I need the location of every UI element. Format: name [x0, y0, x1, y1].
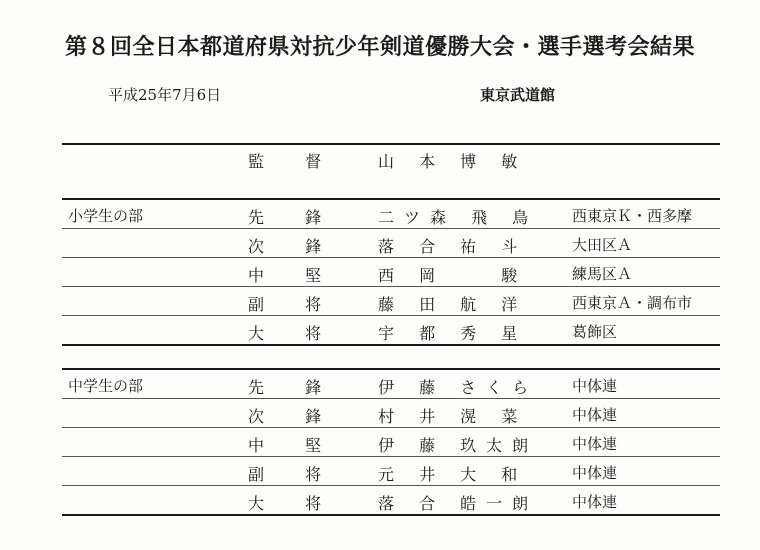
row-team: 中体連: [572, 377, 618, 395]
row-position: 中 堅: [248, 436, 340, 455]
section-label: 中学生の部: [68, 377, 144, 395]
row-divider: [62, 286, 720, 287]
coach-name: 山 本 博 敏: [378, 152, 528, 171]
top-rule: [62, 143, 720, 145]
row-name: 西 岡 駿: [378, 266, 528, 285]
event-venue: 東京武道館: [480, 86, 556, 104]
row-position: 先 鋒: [248, 208, 340, 227]
row-position: 副 将: [248, 465, 340, 484]
row-name: 元 井 大 和: [378, 465, 528, 484]
row-position: 大 将: [248, 324, 340, 343]
row-divider: [62, 257, 720, 258]
row-team: 葛飾区: [572, 323, 618, 341]
row-name: 二ツ森 飛 鳥: [378, 208, 539, 227]
row-team: 練馬区Ａ: [572, 265, 633, 283]
table-row: [0, 201, 760, 231]
row-divider: [62, 398, 720, 399]
table-row: [0, 230, 760, 260]
row-position: 大 将: [248, 494, 340, 513]
row-position: 副 将: [248, 295, 340, 314]
event-date: 平成25年7月6日: [108, 86, 222, 104]
section-bottom-rule: [62, 344, 720, 346]
row-name: 宇 都 秀 星: [378, 324, 528, 343]
section-label: 小学生の部: [68, 207, 144, 225]
row-team: 西東京Ａ・調布市: [572, 294, 693, 312]
page-title: 第８回全日本都道府県対抗少年剣道優勝大会・選手選考会結果: [64, 35, 695, 60]
section-top-rule: [62, 368, 720, 370]
row-name: 伊 藤 さくら: [378, 378, 539, 397]
row-position: 先 鋒: [248, 378, 340, 397]
row-divider: [62, 456, 720, 457]
bottom-rule: [62, 514, 720, 516]
table-row: [0, 371, 760, 401]
row-name: 伊 藤 玖太朗: [378, 436, 539, 455]
row-name: 藤 田 航 洋: [378, 295, 528, 314]
row-divider: [62, 228, 720, 229]
table-row: [0, 429, 760, 459]
row-name: 村 井 滉 菜: [378, 407, 528, 426]
table-row: [0, 400, 760, 430]
table-row: [0, 487, 760, 517]
row-name: 落 合 皓一朗: [378, 494, 539, 513]
table-row: [0, 288, 760, 318]
row-position: 中 堅: [248, 266, 340, 285]
row-position: 次 鋒: [248, 407, 340, 426]
row-team: 大田区Ａ: [572, 236, 633, 254]
row-team: 中体連: [572, 435, 618, 453]
row-divider: [62, 485, 720, 486]
coach-bottom-rule: [62, 198, 720, 200]
row-team: 中体連: [572, 493, 618, 511]
row-team: 中体連: [572, 464, 618, 482]
row-divider: [62, 315, 720, 316]
row-team: 中体連: [572, 406, 618, 424]
row-name: 落 合 祐 斗: [378, 237, 528, 256]
table-row: [0, 317, 760, 347]
table-row: [0, 259, 760, 289]
table-row: [0, 458, 760, 488]
coach-row: [0, 146, 760, 176]
row-divider: [62, 427, 720, 428]
row-team: 西東京Ｋ・西多摩: [572, 207, 693, 225]
coach-position: 監 督: [248, 152, 340, 171]
row-position: 次 鋒: [248, 237, 340, 256]
